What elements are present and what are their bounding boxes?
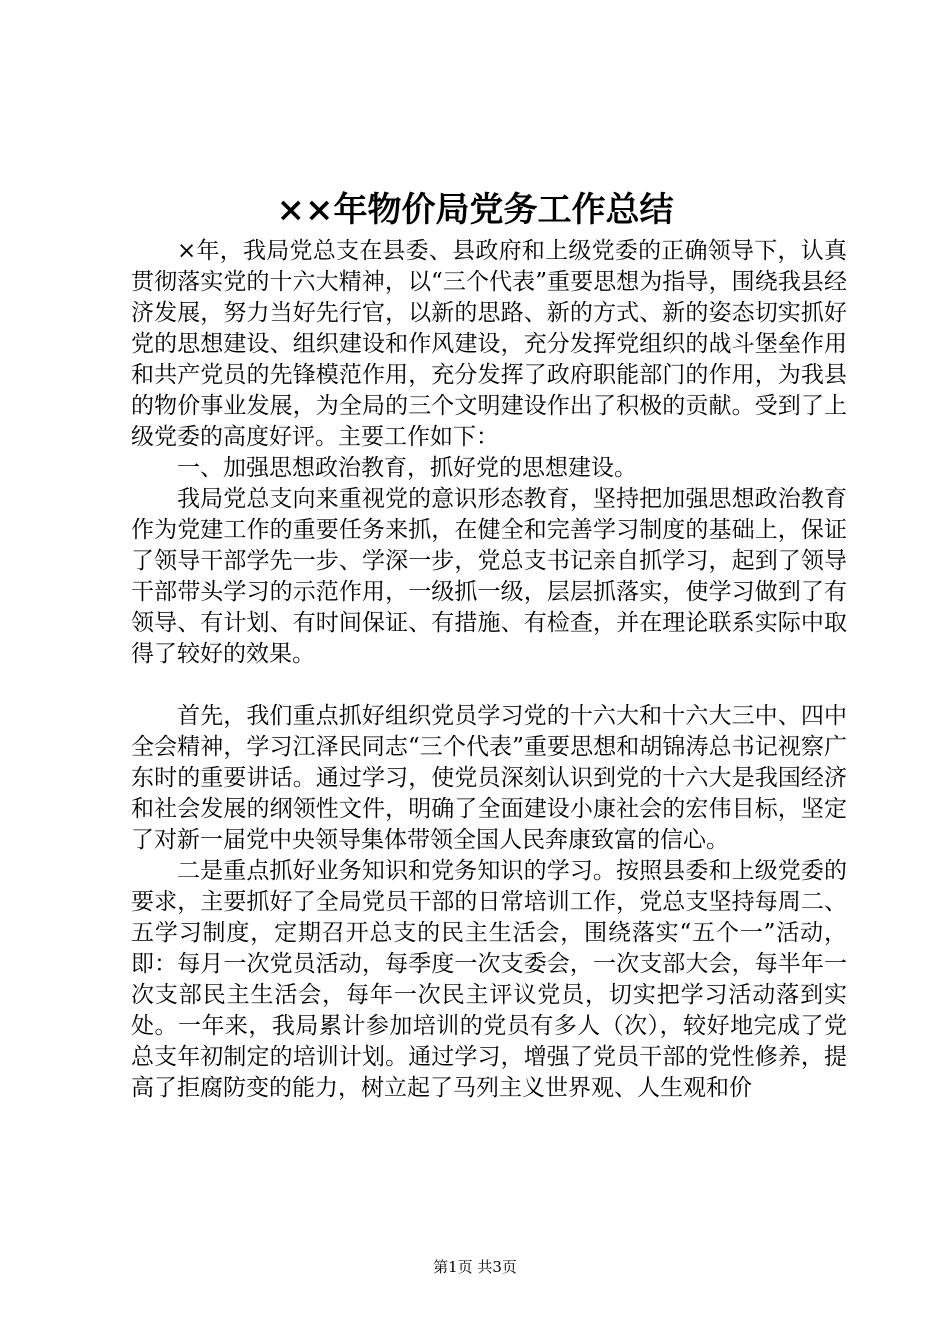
- paragraph-ideology: 我局党总支向来重视党的意识形态教育，坚持把加强思想政治教育作为党建工作的重要任务来抓，在健全和完善学习制度的基础上，保证了领导干部学先一步、学深一步，党总支书记亲自抓学习，起到了领导干部带头学习的示范作用，一级抓一级，层层抓落实，使学习做到了有领导、有计划、有时间保证、有措施、有检查，并在理论联系实际中取得了较好的效果。: [131, 486, 847, 667]
- paragraph-gap: [131, 670, 847, 701]
- section-heading-1: 一、加强思想政治教育，抓好党的思想建设。: [177, 455, 637, 481]
- paragraph-second: 二是重点抓好业务知识和党务知识的学习。按照县委和上级党委的要求，主要抓好了全局党员干部的日常培训工作，党总支坚持每周二、五学习制度，定期召开总支的民主生活会，围绕落实“五个一”活动，即：每月一次党员活动，每季度一次支委会，一次支部大会，每半年一次支部民主生活会，每年一次民主评议党员，切实把学习活动落到实处。一年来，我局累计参加培训的党员有多人（次），较好地完成了党总支年初制定的培训计划。通过学习，增强了党员干部的党性修养，提高了拒腐防变的能力，树立起了马列主义世界观、人生观和价: [131, 858, 847, 1101]
- document-body: [131, 236, 847, 1104]
- page-number: 第1页 共3页: [433, 1258, 517, 1276]
- document-title: ××年物价局党务工作总结: [276, 190, 674, 230]
- paragraph-intro: ×年，我局党总支在县委、县政府和上级党委的正确领导下，认真贯彻落实党的十六大精神，以“三个代表”重要思想为指导，围绕我县经济发展，努力当好先行官，以新的思路、新的方式、新的姿态切实抓好党的思想建设、组织建设和作风建设，充分发挥党组织的战斗堡垒作用和共产党员的先锋模范作用，充分发挥了政府职能部门的作用，为我县的物价事业发展，为全局的三个文明建设作出了积极的贡献。受到了上级党委的高度好评。主要工作如下：: [131, 238, 847, 450]
- paragraph-first: 首先，我们重点抓好组织党员学习党的十六大和十六大三中、四中全会精神，学习江泽民同志“三个代表”重要思想和胡锦涛总书记视察广东时的重要讲话。通过学习，使党员深刻认识到党的十六大是我国经济和社会发展的纲领性文件，明确了全面建设小康社会的宏伟目标，坚定了对新一届党中央领导集体带领全国人民奔康致富的信心。: [131, 703, 847, 853]
